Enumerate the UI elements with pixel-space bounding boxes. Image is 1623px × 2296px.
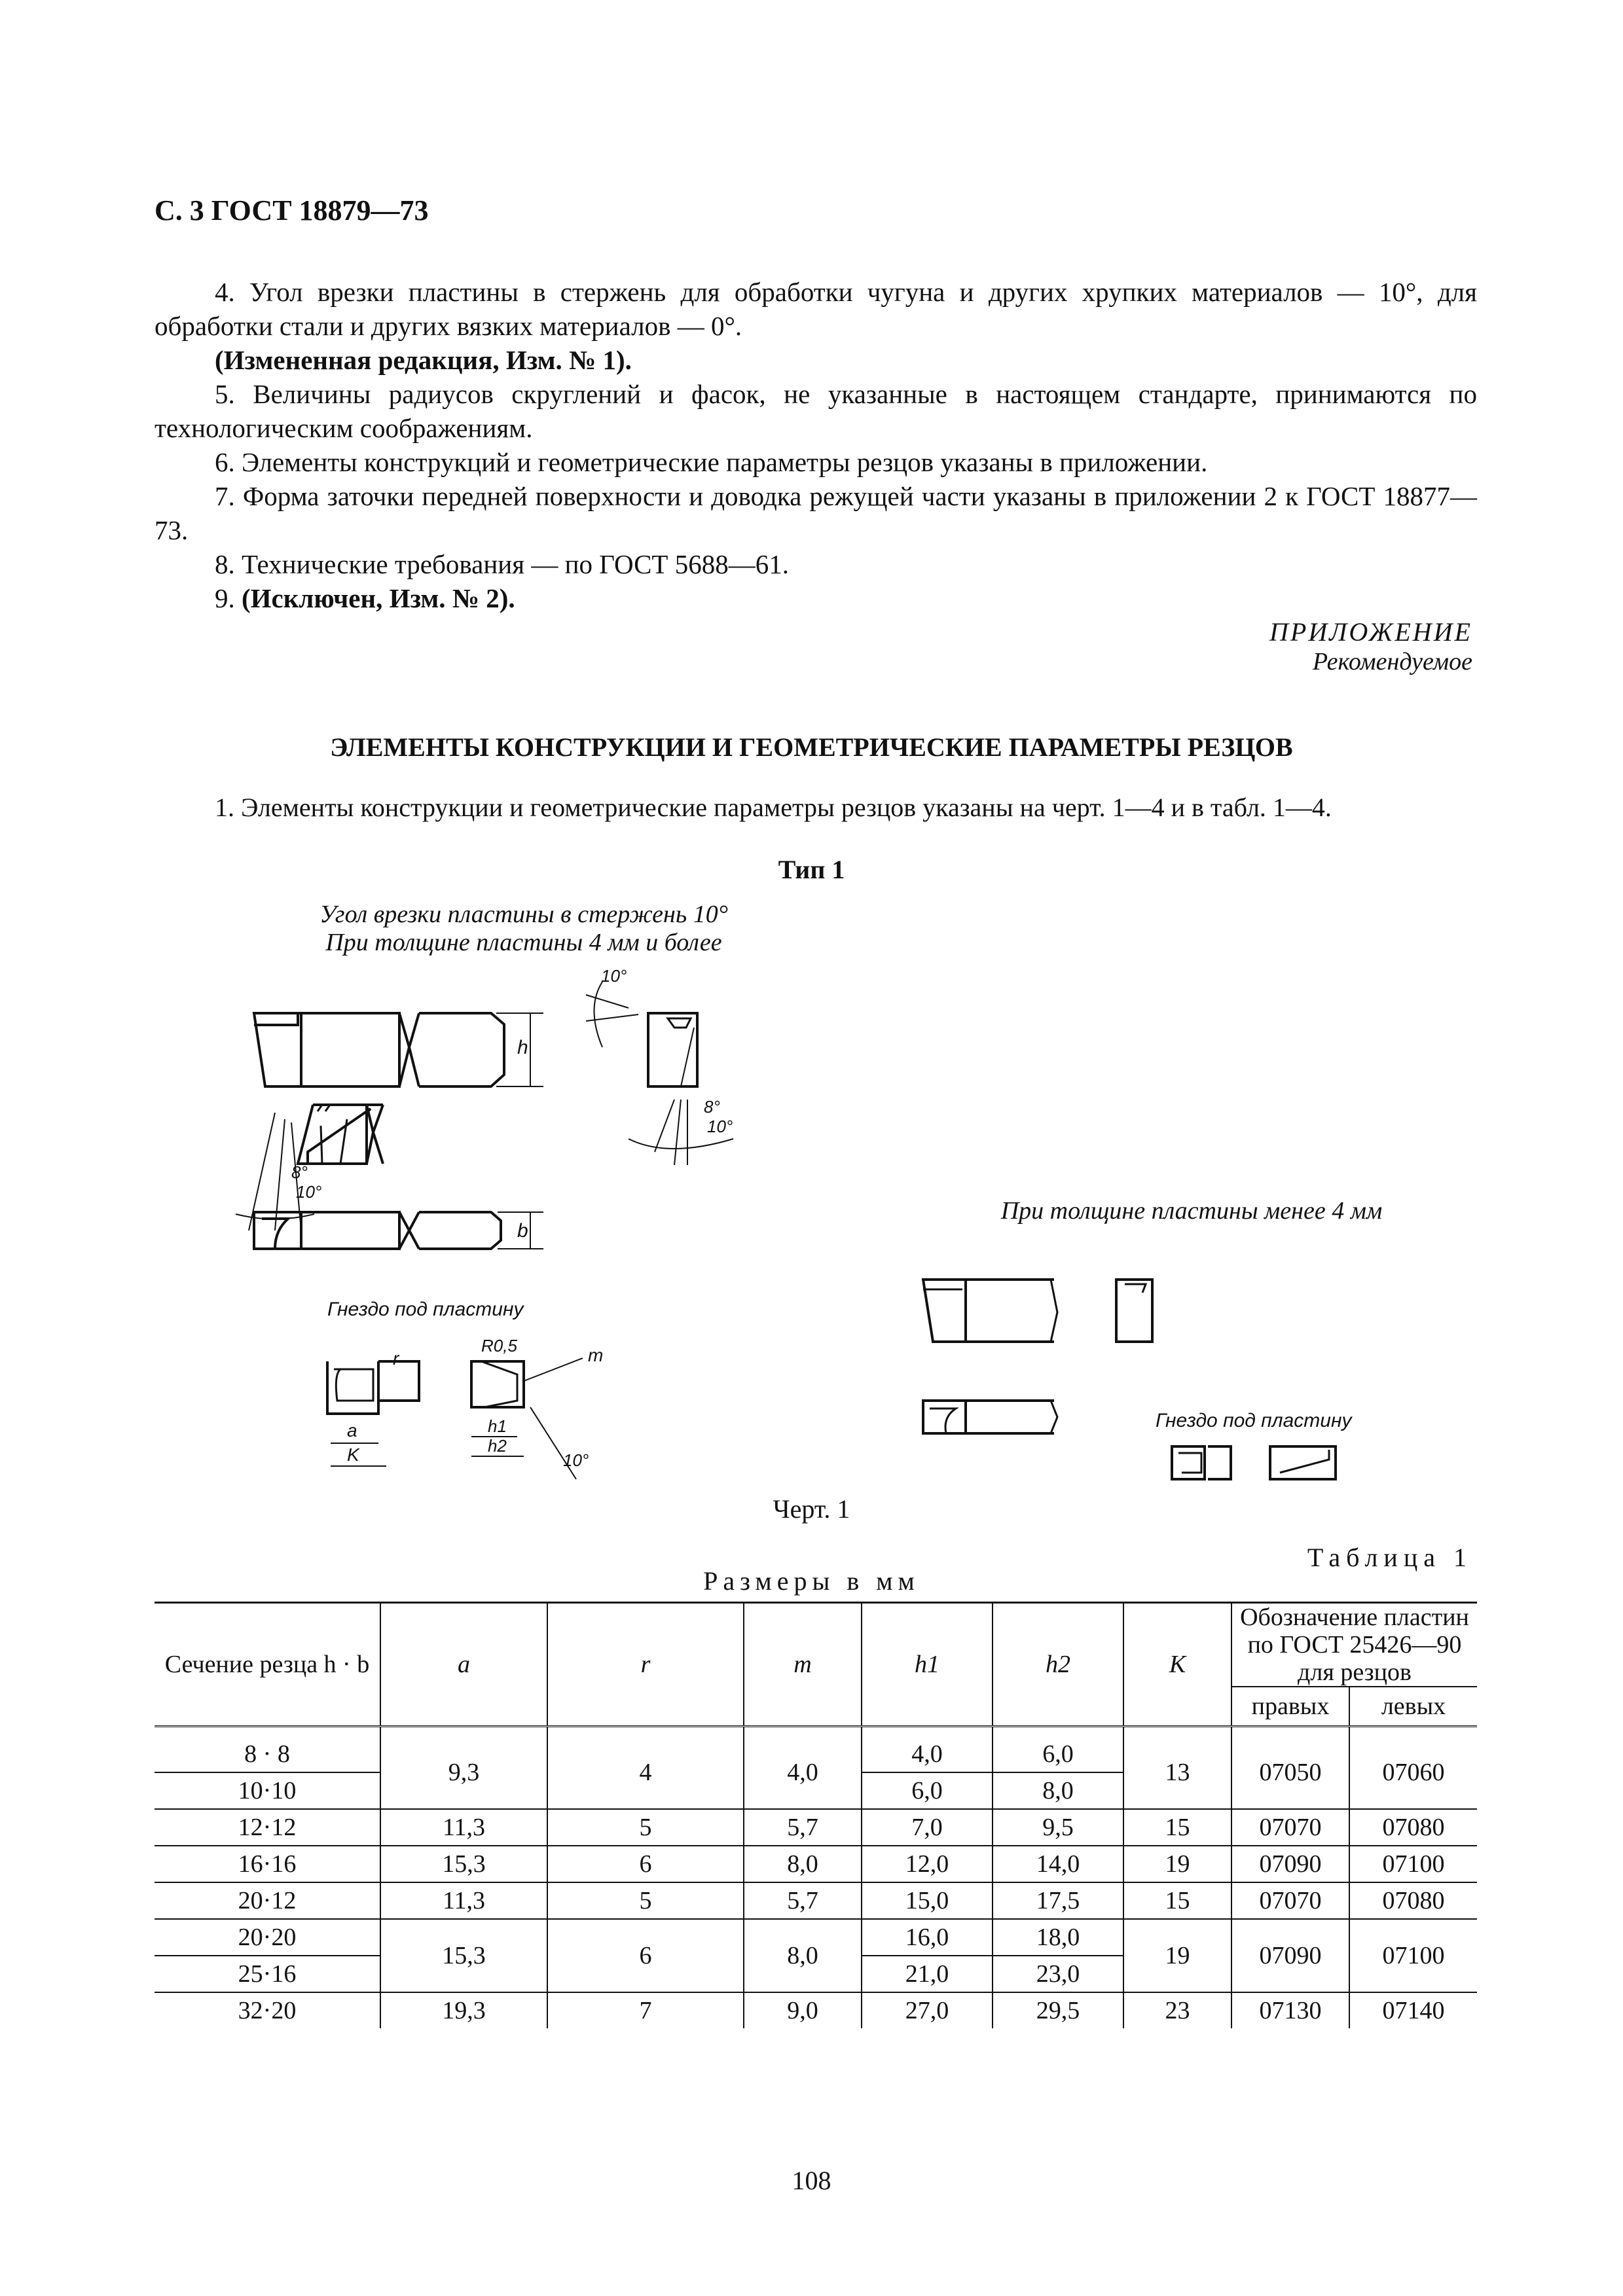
page-header: С. 3 ГОСТ 18879—73 bbox=[155, 194, 429, 226]
col-header-a: a bbox=[380, 1603, 547, 1727]
col-header-h2: h2 bbox=[993, 1603, 1123, 1727]
col-header-m: m bbox=[744, 1603, 862, 1727]
cell-h2: 18,0 bbox=[993, 1919, 1123, 1956]
cell-a: 19,3 bbox=[380, 1992, 547, 2028]
cell-hb: 20·20 bbox=[155, 1919, 380, 1956]
angle-10-socket: 10° bbox=[563, 1450, 589, 1470]
socket-label-left: Гнездо под пластину bbox=[327, 1299, 524, 1320]
angle-10-end: 10° bbox=[601, 966, 627, 986]
cell-r: 5 bbox=[547, 1882, 744, 1919]
angle-10-end-2: 10° bbox=[707, 1117, 733, 1136]
cell-hb: 16·16 bbox=[155, 1846, 380, 1882]
cutter-end-view bbox=[586, 982, 733, 1165]
cell-hb: 32·20 bbox=[155, 1992, 380, 2028]
cell-r: 4 bbox=[547, 1736, 744, 1809]
cell-m: 5,7 bbox=[744, 1882, 862, 1919]
type-label: Тип 1 bbox=[778, 855, 845, 884]
dim-m-label: m bbox=[588, 1345, 604, 1365]
dim-b-label: b bbox=[517, 1220, 528, 1242]
thin-socket-details bbox=[1172, 1446, 1336, 1479]
cell-m: 9,0 bbox=[744, 1992, 862, 2028]
table-caption: Таблица 1 bbox=[1307, 1543, 1472, 1572]
paragraph-amendment: (Измененная редакция, Изм. № 1). bbox=[215, 345, 632, 375]
paragraph-9-text: (Исключен, Изм. № 2). bbox=[242, 583, 515, 613]
cell-h2: 14,0 bbox=[993, 1846, 1123, 1882]
paragraph-6: 6. Элементы конструкций и геометрические параметры резцов указаны в приложении. bbox=[215, 447, 1208, 477]
cell-hb: 12·12 bbox=[155, 1809, 380, 1846]
cell-r: 5 bbox=[547, 1809, 744, 1846]
table-row bbox=[155, 1846, 1477, 1882]
cell-m: 4,0 bbox=[744, 1736, 862, 1809]
dim-h-label: h bbox=[517, 1037, 528, 1058]
cell-h1: 27,0 bbox=[862, 1992, 993, 2028]
table-row bbox=[155, 1809, 1477, 1846]
dim-h2-label: h2 bbox=[488, 1436, 507, 1456]
cell-h2: 6,0 bbox=[993, 1736, 1123, 1772]
cell-hb: 25·16 bbox=[155, 1956, 380, 1992]
col-header-K: K bbox=[1123, 1603, 1231, 1727]
cell-h2: 23,0 bbox=[993, 1956, 1123, 1992]
cell-right: 07090 bbox=[1231, 1846, 1349, 1882]
radius-label: R0,5 bbox=[481, 1336, 517, 1355]
cell-right: 07070 bbox=[1231, 1882, 1349, 1919]
cell-K: 19 bbox=[1123, 1919, 1231, 1992]
cell-a: 11,3 bbox=[380, 1882, 547, 1919]
cell-m: 8,0 bbox=[744, 1846, 862, 1882]
drawing-caption-thin-plate: При толщине пластины менее 4 мм bbox=[1000, 1197, 1383, 1225]
paragraph-5: 5. Величины радиусов скруглений и фасок, не указанные в настоящем стандарте, принимаются по технологическим соображениям. bbox=[155, 379, 1477, 443]
col-header-h1: h1 bbox=[862, 1603, 993, 1727]
cell-a: 15,3 bbox=[380, 1919, 547, 1992]
cell-hb: 20·12 bbox=[155, 1882, 380, 1919]
appendix-label: ПРИЛОЖЕНИЕ bbox=[1269, 617, 1472, 647]
cell-a: 15,3 bbox=[380, 1846, 547, 1882]
table-row bbox=[155, 1736, 1477, 1772]
col-header-left: левых bbox=[1349, 1687, 1477, 1727]
paragraph-4: 4. Угол врезки пластины в стержень для обработки чугуна и других хрупких материалов — 10°, для обработки стали и других вязких материалов — 0°. bbox=[155, 277, 1477, 341]
cell-K: 19 bbox=[1123, 1846, 1231, 1882]
cell-h2: 29,5 bbox=[993, 1992, 1123, 2028]
socket-label-right: Гнездо под пластину bbox=[1156, 1410, 1352, 1431]
drawing-caption-1: Угол врезки пластины в стержень 10° bbox=[319, 901, 728, 928]
dimensions-table bbox=[155, 1602, 1477, 2028]
cell-h1: 7,0 bbox=[862, 1809, 993, 1846]
drawing-caption-2: При толщине пластины 4 мм и более bbox=[325, 929, 722, 956]
cell-K: 15 bbox=[1123, 1882, 1231, 1919]
cell-left: 07080 bbox=[1349, 1809, 1477, 1846]
cell-left: 07060 bbox=[1349, 1736, 1477, 1809]
angle-10-top: 10° bbox=[296, 1182, 322, 1202]
cell-h2: 8,0 bbox=[993, 1772, 1123, 1809]
cell-right: 07090 bbox=[1231, 1919, 1349, 1992]
cell-right: 07070 bbox=[1231, 1809, 1349, 1846]
thin-plate-side-view bbox=[923, 1280, 1057, 1342]
cell-h1: 16,0 bbox=[862, 1919, 993, 1956]
angle-8-end: 8° bbox=[704, 1097, 720, 1117]
cell-h1: 21,0 bbox=[862, 1956, 993, 1992]
appendix-status: Рекомендуемое bbox=[1312, 648, 1472, 675]
cell-r: 6 bbox=[547, 1846, 744, 1882]
cell-hb: 10·10 bbox=[155, 1772, 380, 1809]
cell-h2: 17,5 bbox=[993, 1882, 1123, 1919]
cell-left: 07100 bbox=[1349, 1919, 1477, 1992]
cell-h1: 12,0 bbox=[862, 1846, 993, 1882]
intro-paragraph: 1. Элементы конструкции и геометрические параметры резцов указаны на черт. 1—4 и в табл. 1—4. bbox=[215, 793, 1332, 822]
thin-plate-bottom-view bbox=[923, 1401, 1057, 1433]
col-header-section: Сечение резца h · b bbox=[155, 1603, 380, 1727]
cell-K: 23 bbox=[1123, 1992, 1231, 2028]
col-header-designation: Обозначение пластин по ГОСТ 25426—90 для резцов bbox=[1231, 1603, 1477, 1687]
cell-K: 13 bbox=[1123, 1736, 1231, 1809]
figure-caption: Черт. 1 bbox=[773, 1494, 850, 1524]
cell-r: 6 bbox=[547, 1919, 744, 1992]
thin-plate-end-view bbox=[1116, 1280, 1152, 1342]
cutter-top-view bbox=[298, 1105, 383, 1164]
col-header-r: r bbox=[547, 1603, 744, 1727]
section-title: ЭЛЕМЕНТЫ КОНСТРУКЦИИ И ГЕОМЕТРИЧЕСКИЕ ПАРАМЕТРЫ РЕЗЦОВ bbox=[330, 732, 1293, 762]
dim-h1-label: h1 bbox=[488, 1416, 507, 1436]
paragraph-9-number: 9. bbox=[215, 583, 242, 613]
cell-left: 07100 bbox=[1349, 1846, 1477, 1882]
cell-right: 07130 bbox=[1231, 1992, 1349, 2028]
page-number: 108 bbox=[792, 2166, 831, 2195]
cell-h2: 9,5 bbox=[993, 1809, 1123, 1846]
table-row bbox=[155, 1919, 1477, 1956]
dim-r-label: r bbox=[393, 1348, 399, 1369]
cell-h1: 6,0 bbox=[862, 1772, 993, 1809]
cell-a: 9,3 bbox=[380, 1736, 547, 1809]
paragraph-8: 8. Технические требования — по ГОСТ 5688—61. bbox=[215, 549, 789, 579]
paragraph-7: 7. Форма заточки передней поверхности и доводка режущей части указаны в приложении 2 к ГОСТ 18877—73. bbox=[155, 481, 1477, 545]
socket-detail-1 bbox=[327, 1361, 419, 1466]
cell-r: 7 bbox=[547, 1992, 744, 2028]
cell-left: 07140 bbox=[1349, 1992, 1477, 2028]
dim-K-label: K bbox=[347, 1444, 359, 1465]
cell-m: 5,7 bbox=[744, 1809, 862, 1846]
cutter-side-view bbox=[254, 1013, 543, 1086]
cell-K: 15 bbox=[1123, 1809, 1231, 1846]
cell-left: 07080 bbox=[1349, 1882, 1477, 1919]
cell-h1: 4,0 bbox=[862, 1736, 993, 1772]
table-row bbox=[155, 1992, 1477, 2028]
col-header-right: правых bbox=[1231, 1687, 1349, 1727]
dim-a-label: a bbox=[347, 1420, 357, 1441]
cell-a: 11,3 bbox=[380, 1809, 547, 1846]
table-row bbox=[155, 1882, 1477, 1919]
angle-8-top: 8° bbox=[291, 1162, 308, 1182]
table-units: Размеры в мм bbox=[703, 1566, 920, 1596]
cell-right: 07050 bbox=[1231, 1736, 1349, 1809]
cell-h1: 15,0 bbox=[862, 1882, 993, 1919]
cell-m: 8,0 bbox=[744, 1919, 862, 1992]
cell-hb: 8 · 8 bbox=[155, 1736, 380, 1772]
